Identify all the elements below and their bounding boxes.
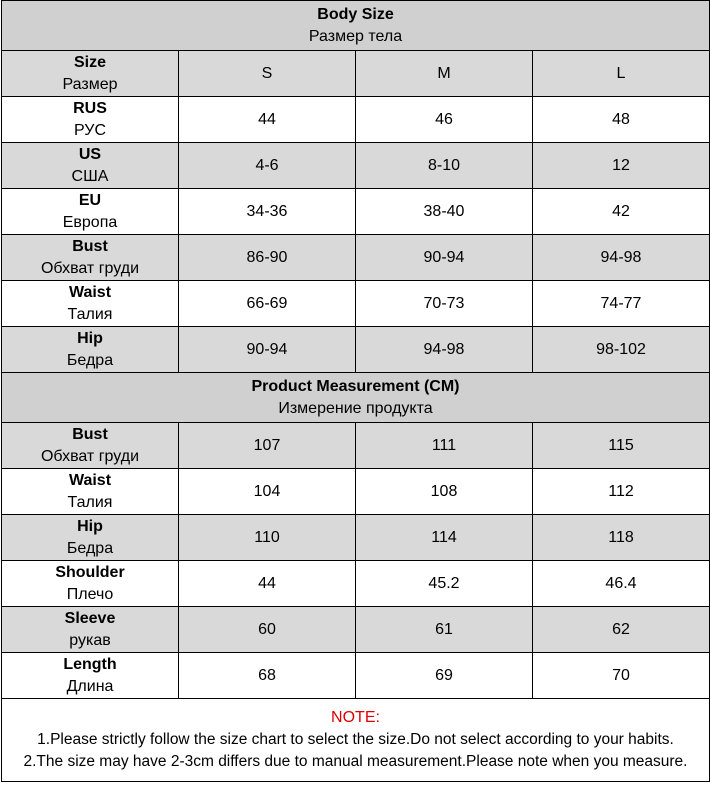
- table-row: [2, 327, 710, 373]
- row-label-ru: Талия: [67, 493, 113, 511]
- note-line: 2.The size may have 2-3cm differs due to manual measurement.Please note when you measure.: [23, 753, 688, 770]
- row-label-en: EU: [78, 191, 102, 209]
- size-header-row: [2, 51, 710, 97]
- value-cell: 70-73: [356, 281, 533, 327]
- table-row: [2, 189, 710, 235]
- row-label-en: Shoulder: [55, 563, 125, 581]
- value-cell: 94-98: [356, 327, 533, 373]
- section-subtitle: Измерение продукта: [278, 399, 433, 417]
- value-cell: 44: [179, 561, 356, 607]
- row-label-cell: [2, 653, 179, 699]
- row-label-en: Waist: [68, 283, 112, 301]
- row-label-en: Sleeve: [64, 609, 116, 627]
- row-label-ru: Талия: [67, 305, 113, 323]
- section-title: Product Measurement (CM): [251, 377, 460, 395]
- row-label-cell: [2, 143, 179, 189]
- row-label-ru: Размер: [62, 75, 118, 93]
- size-m-header: M: [356, 51, 533, 97]
- value-cell: 118: [533, 515, 710, 561]
- value-cell: 90-94: [356, 235, 533, 281]
- value-cell: 38-40: [356, 189, 533, 235]
- value-cell: 46: [356, 97, 533, 143]
- value-cell: 90-94: [179, 327, 356, 373]
- value-cell: 98-102: [533, 327, 710, 373]
- row-label-ru: Плечо: [66, 585, 114, 603]
- section-title: Body Size: [317, 5, 394, 23]
- table-row: [2, 143, 710, 189]
- value-cell: 46.4: [533, 561, 710, 607]
- value-cell: 42: [533, 189, 710, 235]
- table-row: [2, 281, 710, 327]
- value-cell: 34-36: [179, 189, 356, 235]
- value-cell: 115: [533, 423, 710, 469]
- row-label-ru: Европа: [62, 213, 118, 231]
- value-cell: 66-69: [179, 281, 356, 327]
- value-cell: 114: [356, 515, 533, 561]
- row-label-en: Size: [73, 53, 106, 71]
- value-cell: 74-77: [533, 281, 710, 327]
- table-row: [2, 653, 710, 699]
- section-title-cell: [2, 373, 710, 423]
- row-label-ru: Бедра: [66, 351, 114, 369]
- row-label-en: Waist: [68, 471, 112, 489]
- value-cell: 94-98: [533, 235, 710, 281]
- size-chart-table: [1, 0, 710, 782]
- row-label-en: US: [78, 145, 102, 163]
- row-label-ru: рукав: [69, 631, 111, 649]
- row-label-en: Length: [63, 655, 117, 673]
- value-cell: 44: [179, 97, 356, 143]
- value-cell: 8-10: [356, 143, 533, 189]
- note-title: NOTE:: [331, 709, 380, 726]
- row-label-cell: [2, 281, 179, 327]
- product-measurement-section-header: [2, 373, 710, 423]
- value-cell: 62: [533, 607, 710, 653]
- value-cell: 111: [356, 423, 533, 469]
- row-label-ru: Длина: [66, 677, 114, 695]
- row-label-ru: США: [71, 167, 109, 185]
- table-row: [2, 423, 710, 469]
- row-label-cell: [2, 97, 179, 143]
- row-label-cell: [2, 469, 179, 515]
- row-label-en: Hip: [77, 329, 103, 347]
- value-cell: 61: [356, 607, 533, 653]
- note-cell: [2, 699, 710, 782]
- value-cell: 4-6: [179, 143, 356, 189]
- value-cell: 86-90: [179, 235, 356, 281]
- section-subtitle: Размер тела: [308, 27, 403, 45]
- table-row: [2, 515, 710, 561]
- value-cell: 60: [179, 607, 356, 653]
- row-label-cell: [2, 423, 179, 469]
- value-cell: 68: [179, 653, 356, 699]
- value-cell: 112: [533, 469, 710, 515]
- size-s-header: S: [179, 51, 356, 97]
- value-cell: 48: [533, 97, 710, 143]
- table-row: [2, 97, 710, 143]
- row-label-en: RUS: [73, 99, 107, 117]
- body-size-section-header: [2, 1, 710, 51]
- row-label-cell: [2, 327, 179, 373]
- row-label-cell: [2, 515, 179, 561]
- table-row: [2, 235, 710, 281]
- value-cell: 110: [179, 515, 356, 561]
- value-cell: 107: [179, 423, 356, 469]
- row-label-en: Bust: [72, 237, 108, 255]
- value-cell: 69: [356, 653, 533, 699]
- row-label-en: Bust: [72, 425, 108, 443]
- note-line: 1.Please strictly follow the size chart to select the size.Do not select according to your habits.: [37, 731, 674, 748]
- row-label-en: Hip: [77, 517, 103, 535]
- row-label-cell: [2, 607, 179, 653]
- table-row: [2, 607, 710, 653]
- section-title-cell: [2, 1, 710, 51]
- table-row: [2, 469, 710, 515]
- row-label-ru: Бедра: [66, 539, 114, 557]
- row-label-cell: [2, 235, 179, 281]
- table-row: [2, 561, 710, 607]
- row-label-ru: Обхват груди: [40, 259, 139, 277]
- row-label-ru: РУС: [73, 121, 107, 139]
- value-cell: 45.2: [356, 561, 533, 607]
- row-label-cell: [2, 189, 179, 235]
- row-label-cell: [2, 51, 179, 97]
- row-label-cell: [2, 561, 179, 607]
- row-label-ru: Обхват груди: [40, 447, 139, 465]
- note-row: [2, 699, 710, 782]
- size-l-header: L: [533, 51, 710, 97]
- value-cell: 108: [356, 469, 533, 515]
- value-cell: 12: [533, 143, 710, 189]
- value-cell: 70: [533, 653, 710, 699]
- value-cell: 104: [179, 469, 356, 515]
